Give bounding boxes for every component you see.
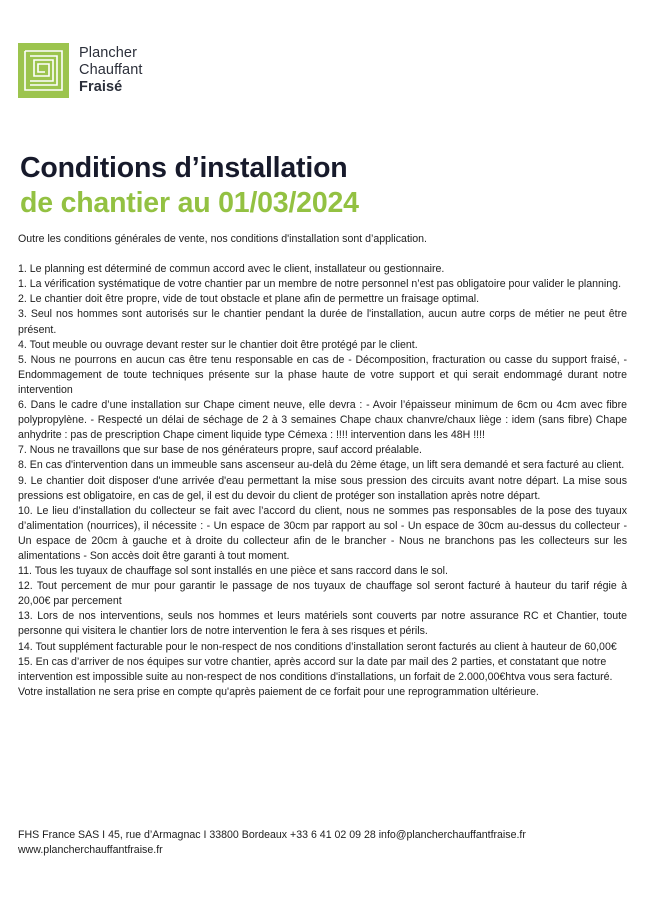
footer-website-line: www.plancherchauffantfraise.fr [18, 844, 163, 857]
clause-item: 11. Tous les tuyaux de chauffage sol sont installés en une pièce et sans raccord dans le sol. [18, 565, 448, 578]
spiral-logo-icon [18, 43, 69, 98]
brand-logo [18, 43, 143, 98]
clause-item: 10. Le lieu d’installation du collecteur se fait avec l’accord du client, nous ne sommes pas responsables de la pose des tuyaux d’alimentation (nourrices), il nécessite : - Un espace de 30cm par rapport au sol - Un espace de 30cm au-dessus du collecteur - Un espace de 20cm à gauche et à droite du collecteur afin de le brancher - Nous ne branchons pas les collecteurs sur les alimentations - Son accès doit être garanti à tout moment. [18, 504, 627, 562]
brand-word-line1: Plancher [79, 45, 138, 61]
clause-item: 14. Tout supplément facturable pour le non-respect de nos conditions d’installation seront facturés au client à hauteur de 60,00€ [18, 640, 617, 653]
clause-item: 15. En cas d’arriver de nos équipes sur votre chantier, après accord sur la date par mail des 2 parties, et constatant que notre intervention est impossible suite au non-respect de nos conditions d'installations, un forfait de 2.000,00€htva vous sera facturé. Votre installation ne sera prise en compte qu'après paiement de ce forfait pour une reprogrammation ultérieure. [18, 655, 613, 698]
conditions-body [18, 232, 627, 700]
clause-item: 4. Tout meuble ou ouvrage devant rester sur le chantier doit être protégé par le client. [18, 338, 418, 351]
page-title [20, 151, 620, 221]
clause-item: 13. Lors de nos interventions, seuls nos hommes et leurs matériels sont couverts par notre assurance RC et Chantier, toute personne qui visitera le chantier lors de notre intervention le fera à ses risques et périls. [18, 610, 627, 638]
brand-word-line2: Chauffant [79, 62, 143, 79]
clause-item: 7. Nous ne travaillons que sur base de nos générateurs propre, sauf accord préalable. [18, 444, 422, 457]
page-title-line2: de chantier au 01/03/2024 [20, 187, 359, 220]
brand-wordmark [79, 43, 143, 96]
company-footer [18, 828, 627, 858]
clause-item: 12. Tout percement de mur pour garantir le passage de nos tuyaux de chauffage sol seront facturé à hauteur du tarif régie à 20,00€ par percement [18, 580, 627, 608]
page-title-line1: Conditions d’installation [20, 152, 348, 185]
clause-item: 3. Seul nos hommes sont autorisés sur le chantier pendant la durée de l'installation, aucun autre corps de métier ne peut être présent. [18, 308, 627, 336]
clause-item: 6. Dans le cadre d’une installation sur Chape ciment neuve, elle devra : - Avoir l’épaisseur minimum de 6cm ou 4cm avec fibre polypropylène. - Respecté un délai de séchage de 2 à 3 semaines Chape chaux chanvre/chaux liège : idem (sans fibre) Chape anhydrite : pas de prescription Chape ciment liquide type Cémexa : !!!! intervention dans les 48H !!!! [18, 399, 627, 442]
clause-item: 8. En cas d'intervention dans un immeuble sans ascenseur au-delà du 2ème étage, un lift sera demandé et sera facturé au client. [18, 459, 625, 472]
footer-address-line: FHS France SAS I 45, rue d’Armagnac I 33800 Bordeaux +33 6 41 02 09 28 info@plancherchauffantfraise.fr [18, 829, 526, 841]
clause-item: 2. Le chantier doit être propre, vide de tout obstacle et plane afin de permettre un fraisage optimal. [18, 293, 480, 306]
brand-word-line3: Fraisé [79, 79, 123, 96]
intro-paragraph: Outre les conditions générales de vente, nos conditions d'installation sont d’application. [18, 233, 427, 245]
clause-item: 5. Nous ne pourrons en aucun cas être tenu responsable en cas de - Décomposition, fracturation ou casse du support fraisé, - Endommagement de toute techniques présente sur la phase haute de votre support et qui serait endommagé durant notre intervention [18, 353, 627, 396]
clause-item: 1. Le planning est déterminé de commun accord avec le client, installateur ou gestionnaire. [18, 263, 445, 276]
clause-item: 1. La vérification systématique de votre chantier par un membre de notre personnel n’est pas obligatoire pour valider le planning. [18, 278, 622, 291]
clause-item: 9. Le chantier doit disposer d'une arrivée d'eau permettant la mise sous pression des circuits avant notre départ. La mise sous pressions est obligatoire, en cas de gel, il est du devoir du client de protéger son installation après notre départ. [18, 474, 627, 502]
